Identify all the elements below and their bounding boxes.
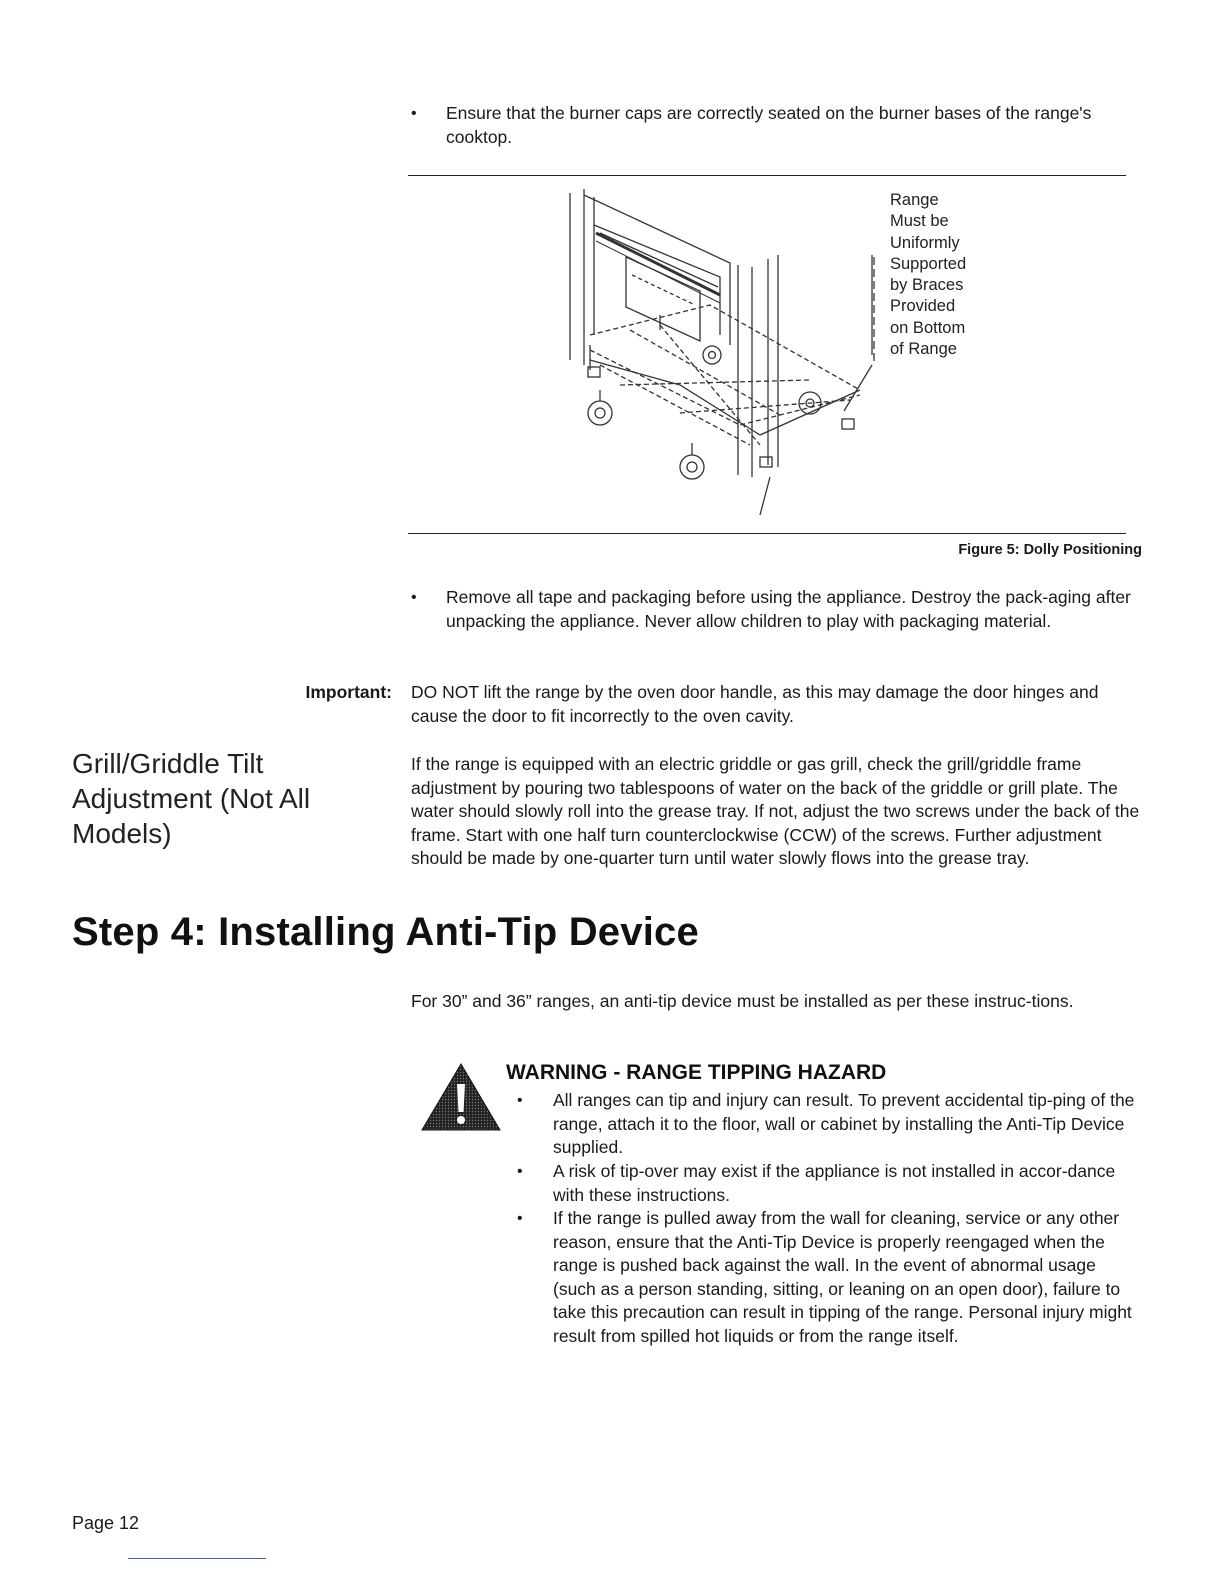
warning-item [507, 1160, 1140, 1207]
callout-line: of Range [890, 340, 957, 359]
warning-item-text: A risk of tip-over may exist if the appliance is not installed in accor-dance with these instructions. [553, 1161, 1116, 1205]
grill-tilt-text: If the range is equipped with an electric griddle or gas grill, check the grill/griddle frame adjustment by pouring two tablespoons of water on the back of the griddle or grill plate. The water should slowly roll into the grease tray. If not, adjust the two screws under the back of the frame. Start with one half turn counterclockwise (CCW) of the screws. Further adjustment should be made by one-quarter turn until water slowly flows into the grease tray. [411, 754, 1140, 868]
warning-item [507, 1089, 1140, 1160]
grill-tilt-heading [72, 746, 372, 851]
figure-caption: Figure 5: Dolly Positioning [958, 542, 1142, 558]
warning-item [507, 1207, 1140, 1348]
warning-triangle-icon [420, 1062, 502, 1132]
callout-line: Provided [890, 297, 956, 316]
callout-line: Uniformly [890, 233, 960, 252]
page-number: Page 12 [72, 1513, 140, 1533]
callout-line: Range [890, 191, 939, 209]
bullet-marker: • [411, 105, 417, 122]
step-4-intro: For 30” and 36” ranges, an anti-tip device must be installed as per these instruc-tions. [411, 991, 1074, 1011]
remove-packaging-text: Remove all tape and packaging before using the appliance. Destroy the pack-aging after unpacking the appliance. Never allow children to play with packaging material. [446, 587, 1131, 631]
warning-title: WARNING - RANGE TIPPING HAZARD [506, 1061, 887, 1084]
callout-line: on Bottom [890, 318, 966, 337]
callout-line: Must be [890, 212, 949, 231]
bullet-marker: • [517, 1163, 523, 1180]
dolly-illustration [560, 185, 890, 520]
bullet-marker: • [517, 1210, 523, 1227]
footer-rule [128, 1558, 266, 1559]
callout-line: by Braces [890, 276, 964, 295]
step-4-title: Step 4: Installing Anti-Tip Device [72, 910, 699, 954]
important-text: DO NOT lift the range by the oven door handle, as this may damage the door hinges and cause the door to fit incorrectly to the oven cavity. [411, 682, 1099, 726]
warning-item-text: All ranges can tip and injury can result. To prevent accidental tip-ping of the range, attach it to the floor, wall or cabinet by installing the Anti-Tip Device supplied. [553, 1090, 1135, 1157]
intro-bullet-text: Ensure that the burner caps are correctly seated on the burner bases of the range's cooktop. [446, 103, 1092, 147]
remove-packaging-bullet [408, 586, 1140, 633]
bullet-marker: • [411, 589, 417, 606]
heading-line: Grill/Griddle Tilt [72, 748, 264, 779]
heading-line: Models) [72, 818, 172, 849]
heading-line: Adjustment (Not All [72, 783, 311, 814]
figure-callout [890, 190, 1000, 360]
bullet-marker: • [517, 1092, 523, 1109]
warning-item-text: If the range is pulled away from the wall for cleaning, service or any other reason, ensure that the Anti-Tip Device is properly reengaged when the range is pushed back against the wall. In the event of abnormal usage (such as a person standing, sitting, or leaning on an open door), failure to take this precaution can result in tipping of the range. Personal injury might result from spilled hot liquids or from the range itself. [553, 1208, 1132, 1346]
intro-bullet [408, 102, 1128, 149]
callout-line: Supported [890, 254, 967, 273]
figure-top-rule [408, 175, 1126, 176]
important-label: Important: [305, 682, 392, 702]
figure-bottom-rule [408, 533, 1126, 534]
